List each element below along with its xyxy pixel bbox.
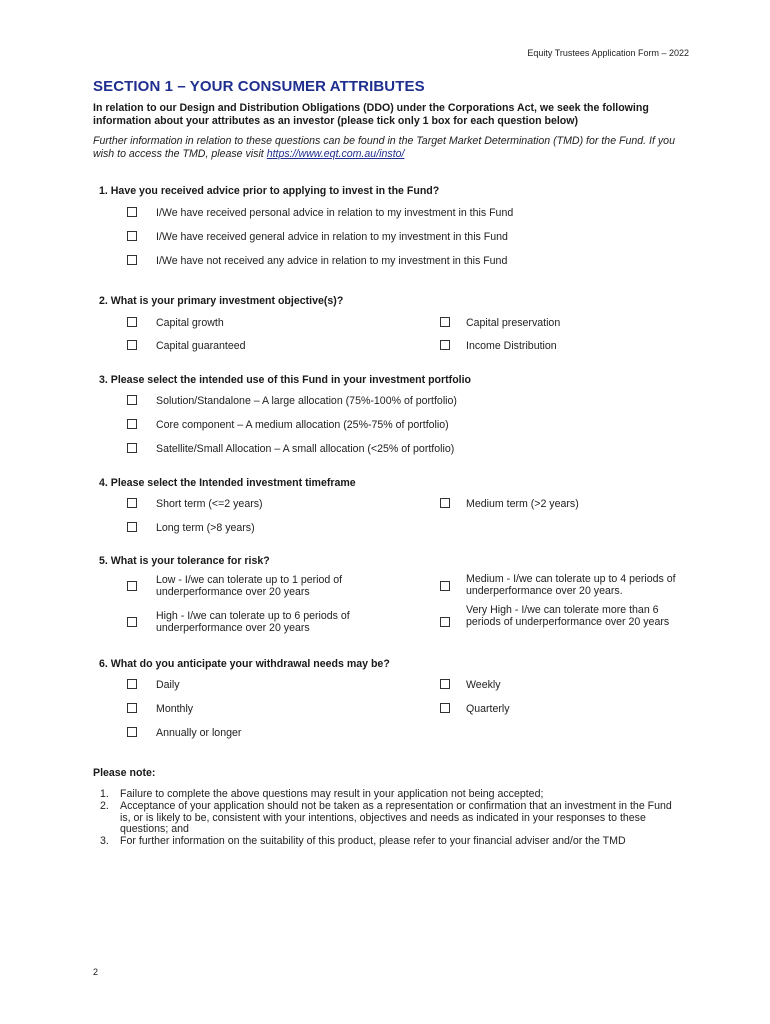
q5-option-1-label: Low - I/we can tolerate up to 1 period of underperformance over 20 years — [156, 574, 343, 598]
q2-option-3-label: Capital guaranteed — [156, 340, 246, 352]
q2-option-2-checkbox[interactable] — [440, 317, 450, 327]
note-number: 3. — [100, 835, 109, 848]
q2-option-4-checkbox[interactable] — [440, 340, 450, 350]
q4-option-3-label: Long term (>8 years) — [156, 522, 255, 534]
q6-option-3-checkbox[interactable] — [127, 703, 137, 713]
q1-option-2-label: I/We have received general advice in relation to my investment in this Fund — [156, 231, 508, 243]
question-2-label: 2. What is your primary investment objective(s)? — [99, 295, 344, 307]
q3-option-1-label: Solution/Standalone – A large allocation (75%-100% of portfolio) — [156, 395, 457, 407]
notes-list — [100, 789, 680, 848]
question-3-label: 3. Please select the intended use of this Fund in your investment portfolio — [99, 374, 472, 386]
q6-option-1-label: Daily — [156, 679, 180, 691]
q6-option-2-checkbox[interactable] — [440, 679, 450, 689]
page-number: 2 — [93, 967, 99, 977]
q2-option-4-label: Income Distribution — [466, 340, 557, 352]
note-text: Failure to complete the above questions may result in your application not being accepted; — [120, 788, 544, 800]
q5-option-2-label: Medium - I/we can tolerate up to 4 periods of underperformance over 20 years. — [466, 573, 676, 597]
q5-option-4-label: Very High - I/we can tolerate more than 6 periods of underperformance over 20 years — [466, 604, 670, 628]
q5-option-1-checkbox[interactable] — [127, 581, 137, 591]
q2-option-1-checkbox[interactable] — [127, 317, 137, 327]
q4-option-2-checkbox[interactable] — [440, 498, 450, 508]
q3-option-3-checkbox[interactable] — [127, 443, 137, 453]
q4-option-1-label: Short term (<=2 years) — [156, 498, 263, 510]
intro-italic-text — [93, 135, 693, 161]
q6-option-3-label: Monthly — [156, 703, 194, 715]
q4-option-1-checkbox[interactable] — [127, 498, 137, 508]
q1-option-1-checkbox[interactable] — [127, 207, 137, 217]
q5-option-2-checkbox[interactable] — [440, 581, 450, 591]
question-6-label: 6. What do you anticipate your withdrawal needs may be? — [99, 658, 390, 670]
q2-option-3-checkbox[interactable] — [127, 340, 137, 350]
q1-option-2-checkbox[interactable] — [127, 231, 137, 241]
note-item — [100, 836, 680, 848]
question-1-label: 1. Have you received advice prior to applying to invest in the Fund? — [99, 185, 440, 197]
document-header: Equity Trustees Application Form – 2022 — [527, 48, 689, 58]
note-number: 1. — [100, 788, 109, 800]
note-number: 2. — [100, 799, 109, 812]
q1-option-3-checkbox[interactable] — [127, 255, 137, 265]
q6-option-4-label: Quarterly — [466, 703, 510, 715]
note-text: Acceptance of your application should not be taken as a representation or confirmation that an investment in the Fund is, or is likely to be, consistent with your intentions, objectives and needs as indicated in your responses to these questions; and — [120, 799, 672, 836]
q1-option-3-label: I/We have not received any advice in relation to my investment in this Fund — [156, 255, 508, 267]
q2-option-1-label: Capital growth — [156, 317, 224, 329]
section-title: SECTION 1 – YOUR CONSUMER ATTRIBUTES — [93, 78, 425, 95]
intro-bold-text: In relation to our Design and Distribution Obligations (DDO) under the Corporations Act, we seek the following information about your attributes as an investor (please tick only 1 box for each question below) — [93, 102, 649, 127]
q1-option-1-label: I/We have received personal advice in relation to my investment in this Fund — [156, 207, 514, 219]
tmd-link[interactable]: https://www.eqt.com.au/insto/ — [266, 148, 405, 160]
q3-option-2-label: Core component – A medium allocation (25%-75% of portfolio) — [156, 419, 449, 431]
q3-option-3-label: Satellite/Small Allocation – A small allocation (<25% of portfolio) — [156, 443, 455, 455]
q5-option-4-checkbox[interactable] — [440, 617, 450, 627]
q6-option-4-checkbox[interactable] — [440, 703, 450, 713]
q6-option-2-label: Weekly — [466, 679, 501, 691]
q4-option-3-checkbox[interactable] — [127, 522, 137, 532]
question-4-label: 4. Please select the Intended investment timeframe — [99, 477, 356, 489]
q2-option-2-label: Capital preservation — [466, 317, 561, 329]
question-5-label: 5. What is your tolerance for risk? — [99, 555, 270, 567]
notes-title: Please note: — [93, 767, 156, 779]
q5-option-3-checkbox[interactable] — [127, 617, 137, 627]
q6-option-5-checkbox[interactable] — [127, 727, 137, 737]
q3-option-2-checkbox[interactable] — [127, 419, 137, 429]
q3-option-1-checkbox[interactable] — [127, 395, 137, 405]
note-text: For further information on the suitability of this product, please refer to your financial adviser and/or the TMD — [120, 835, 626, 848]
q6-option-1-checkbox[interactable] — [127, 679, 137, 689]
q5-option-3-label: High - I/we can tolerate up to 6 periods of underperformance over 20 years — [156, 610, 350, 634]
note-item — [100, 801, 680, 836]
q4-option-2-label: Medium term (>2 years) — [466, 498, 579, 510]
q6-option-5-label: Annually or longer — [156, 727, 242, 739]
intro-italic-body: Further information in relation to these questions can be found in the Target Market Determination (TMD) for the Fund. If you wish to access the TMD, please visit — [93, 135, 675, 160]
